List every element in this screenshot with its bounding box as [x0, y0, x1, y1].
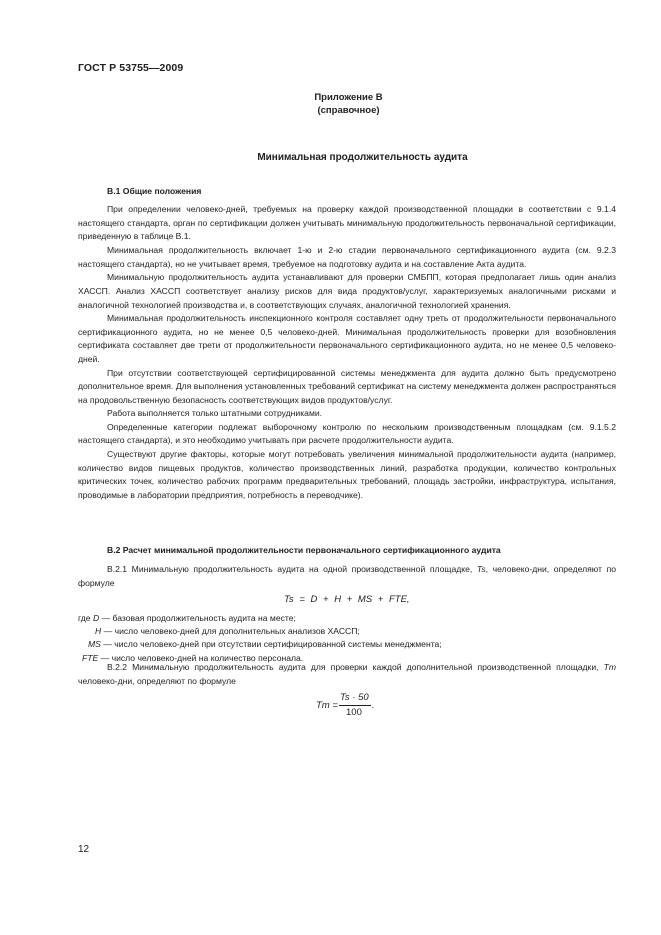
- legend-item: FTE — число человеко-дней на количество персонала.: [82, 652, 304, 663]
- appendix-label: Приложение В: [314, 92, 383, 103]
- section-heading-b2: В.2 Расчет минимальной продолжительности первоначального сертификационного аудита: [107, 545, 501, 555]
- section-b2-para1: [78, 563, 616, 590]
- page-title: Минимальная продолжительность аудита: [257, 152, 468, 163]
- paragraph: В.2.2 Минимальную продолжительность аудита для проверки каждой дополнительной производственной площадки, Tm человеко-дни, определяют по формуле: [78, 662, 616, 686]
- tm-variable: Tm: [603, 662, 616, 672]
- section-heading-b1: В.1 Общие положения: [107, 186, 202, 196]
- page-number: 12: [78, 844, 90, 855]
- paragraph: Существуют другие факторы, которые могут потребовать увеличения минимальной продолжительности аудита (например, количество видов пищевых продуктов, количество производственных линий, разработка продукции, количество контрольных критических точек, количество рабочих программ предварительных требований, площадь застройки, инфраструктура, испытания, проводимые в лаборатории предприятия, потребность в переводчике).: [78, 449, 616, 500]
- paragraph: Минимальную продолжительность аудита устанавливают для проверки СМБПП, которая предполагает лишь один анализ ХАССП. Анализ ХАССП соответствует анализу рисков для вида продуктов/услуг, характеризуемых аналогичными рисками и аналогичной технологией производства и, в соответствующих случаях, аналогичной технологией хранения.: [78, 272, 616, 310]
- formula-legend: [78, 612, 618, 665]
- legend-item: H — число человеко-дней для дополнительных анализов ХАССП;: [95, 626, 360, 637]
- ts-variable: Ts: [476, 564, 486, 574]
- paragraph: Минимальная продолжительность инспекционного контроля составляет одну треть от продолжительности первоначального сертификационного аудита, но не менее 0,5 человеко-дней. Минимальная продолжительность проверки для возобновления сертификата составляет две трети от продолжительности первоначального сертификационного аудита, но не менее 0,5 человеко-дней.: [78, 313, 616, 364]
- section-b1-body: [78, 203, 616, 502]
- legend-item: где D — базовая продолжительность аудита на месте;: [78, 613, 296, 623]
- formula-ts: Ts = D + H + MS + FTE,: [284, 594, 410, 605]
- paragraph: Работа выполняется только штатными сотрудниками.: [107, 408, 323, 419]
- appendix-kind: (справочное): [317, 105, 380, 116]
- formula-tm-tail: .: [372, 700, 375, 711]
- paragraph: Минимальная продолжительность включает 1-ю и 2-ю стадии первоначального сертификационного аудита (см. 9.2.3 настоящего стандарта), но не учитывает время, требуемое на подготовку аудита и на составление Акта аудита.: [78, 245, 616, 269]
- legend-item: MS — число человеко-дней при отсутствии сертифицированной системы менеджмента;: [88, 639, 442, 650]
- paragraph: При определении человеко-дней, требуемых на проверку каждой производственной площадки в соответствии с 9.1.4 настоящего стандарта, орган по сертификации должен учитывать минимальную продолжительность первоначальной сертификации, приведенную в таблице В.1.: [78, 204, 616, 242]
- paragraph: Определенные категории подлежат выборочному контролю по нескольким производственным площадкам (см. 9.1.5.2 настоящего стандарта), и это необходимо учитывать при расчете продолжительности аудита.: [78, 421, 616, 446]
- formula-tm-numerator: Ts · 50: [340, 692, 369, 703]
- paragraph: При отсутствии соответствующей сертифицированной системы менеджмента для аудита должно быть предусмотрено дополнительное время. Для выполнения установленных требований сертификат на систему менеджмента должен распространяться на продовольственную безопасность соответствующих видов продуктов/услуг.: [78, 367, 616, 405]
- section-b2-para2: [78, 661, 616, 688]
- fraction-bar: [339, 705, 371, 706]
- formula-tm-lhs: Tm =: [316, 700, 338, 711]
- standard-header: ГОСТ Р 53755—2009: [78, 62, 184, 74]
- paragraph: В.2.1 Минимальную продолжительность аудита на одной производственной площадке, Ts, человеко-дни, определяют по формуле: [78, 564, 617, 588]
- formula-tm-denominator: 100: [346, 707, 362, 718]
